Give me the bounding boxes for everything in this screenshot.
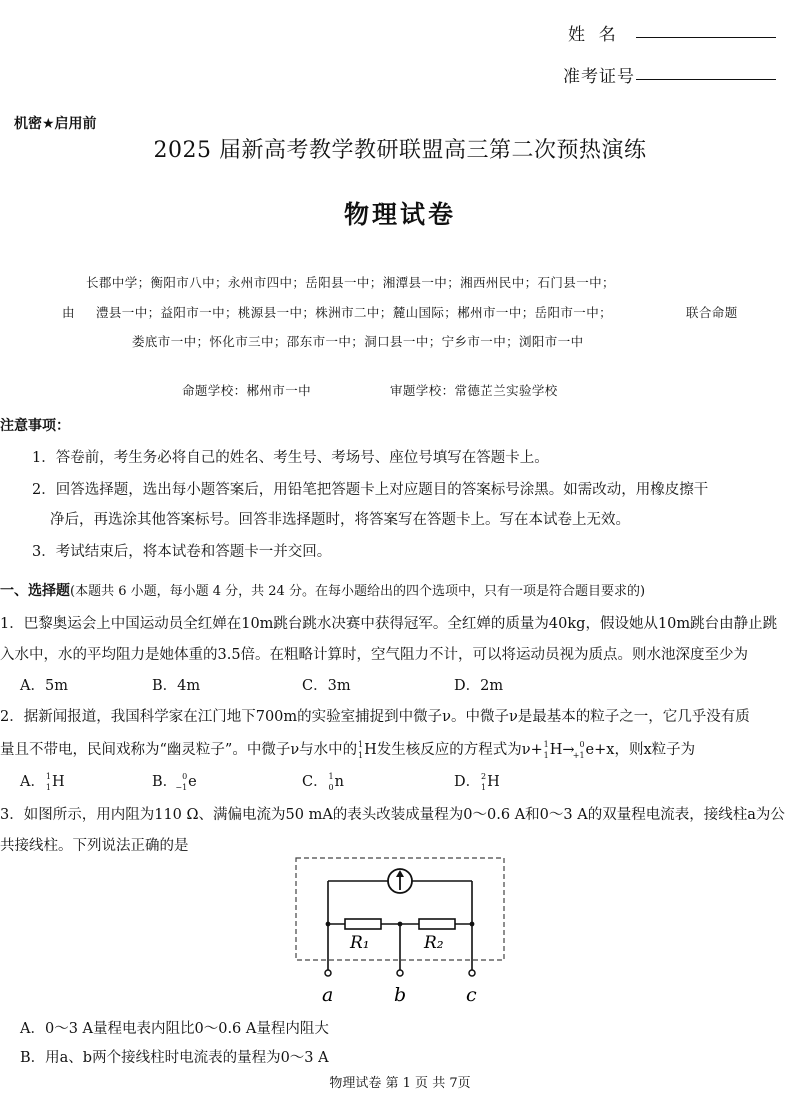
notes-heading: 注意事项：: [0, 418, 70, 434]
section-heading: [0, 580, 645, 600]
q1-line-2: 入水中，水的平均阻力是她体重的3.5倍。在粗略计算时，空气阻力不计，可以将运动员视为质点。则水池深度至少为: [0, 647, 749, 663]
q2-option-c[interactable]: C． 1 0 n: [302, 772, 344, 792]
page-footer: 物理试卷 第 1 页 共 7页: [329, 1076, 471, 1091]
name-label: 姓 名: [568, 25, 617, 45]
q1-option-a[interactable]: A．5m: [20, 678, 68, 694]
terminal-b: [397, 970, 403, 976]
terminal-b-label: b: [394, 984, 407, 1006]
q2-line-2: 量且不带电，民间戏称为“幽灵粒子”。中微子ν与水中的 1 1 H发生核反应的方程式为ν+ 1 1 H→ 0 +1 e+x，则x粒子为: [0, 740, 696, 760]
node-right: [470, 922, 475, 927]
exam-title: 2025 届新高考教学教研联盟高三第二次预热演练: [153, 138, 647, 163]
q1-option-c[interactable]: C．3m: [302, 678, 351, 694]
q3-line-1: 3．如图所示，用内阻为110 Ω、满偏电流为50 mA的表头改装成量程为0～0.6 A和0～3 A的双量程电流表，接线柱a为公: [0, 807, 785, 823]
note-2a: 2．回答选择题，选出每小题答案后，用铅笔把答题卡上对应题目的答案标号涂黑。如需改动，用橡皮擦干: [32, 482, 709, 498]
section-desc: (本题共 6 小题，每小题 4 分，共 24 分。在每小题给出的四个选项中，只有一项是符合题目要求的): [70, 584, 646, 599]
q2-option-d[interactable]: D． 2 1 H: [454, 772, 500, 792]
q3-option-b[interactable]: B．用a、b两个接线柱时电流表的量程为0～3 A: [20, 1050, 329, 1066]
node-middle: [398, 922, 403, 927]
q3-option-a[interactable]: A．0～3 A量程电表内阻比0～0.6 A量程内阻大: [20, 1021, 329, 1037]
q1-option-d[interactable]: D．2m: [454, 678, 504, 694]
galvanometer-icon: [388, 869, 412, 893]
schools-prefix: 由: [62, 305, 75, 320]
terminal-c-label: c: [466, 984, 477, 1006]
secret-mark: 机密★启用前: [14, 116, 97, 132]
resistor-r2: [419, 919, 455, 929]
schools-suffix: 联合命题: [686, 305, 738, 320]
q1-line-1: 1．巴黎奥运会上中国运动员全红婵在10m跳台跳水决赛中获得冠军。全红婵的质量为40kg，假设她从10m跳台由静止跳: [0, 616, 778, 632]
q3-line-2: 共接线柱。下列说法正确的是: [0, 838, 189, 854]
reviewer-school: 审题学校：常德芷兰实验学校: [390, 383, 558, 398]
q2-option-a[interactable]: A． 1 1 H: [20, 772, 65, 792]
schools-line-1: 长郡中学；衡阳市八中；永州市四中；岳阳县一中；湘潭县一中；湘西州民中；石门县一中；: [86, 275, 615, 290]
terminal-a-label: a: [322, 984, 334, 1006]
q2-option-b[interactable]: B． 0 −1 e: [152, 772, 197, 792]
node-left: [326, 922, 331, 927]
subject-title: 物理试卷: [343, 200, 456, 229]
q2-line-1: 2．据新闻报道，我国科学家在江门地下700m的实验室捕捉到中微子ν。中微子ν是最基本的粒子之一，它几乎没有质: [0, 709, 750, 725]
terminal-a: [325, 970, 331, 976]
note-3: 3．考试结束后，将本试卷和答题卡一并交回。: [32, 544, 332, 560]
q1-option-b[interactable]: B．4m: [152, 678, 201, 694]
schools-line-2: 澧县一中；益阳市一中；桃源县一中；株洲市二中；麓山国际；郴州市一中；岳阳市一中；: [96, 305, 613, 320]
note-1: 1．答卷前，考生务必将自己的姓名、考生号、考场号、座位号填写在答题卡上。: [32, 450, 549, 466]
id-line[interactable]: [636, 64, 776, 80]
section-title: 一、选择题: [0, 583, 70, 599]
name-line[interactable]: [636, 22, 776, 38]
r2-label: R₂: [424, 933, 444, 953]
setter-school: 命题学校：郴州市一中: [182, 383, 312, 398]
r1-label: R₁: [350, 933, 370, 953]
schools-line-3: 娄底市一中；怀化市三中；邵东市一中；洞口县一中；宁乡市一中；浏阳市一中: [132, 334, 584, 349]
circuit-diagram: [290, 855, 510, 1010]
terminal-c: [469, 970, 475, 976]
note-2b: 净后，再选涂其他答案标号。回答非选择题时，将答案写在答题卡上。写在本试卷上无效。: [50, 512, 630, 528]
id-label: 准考证号: [563, 67, 635, 87]
resistor-r1: [345, 919, 381, 929]
